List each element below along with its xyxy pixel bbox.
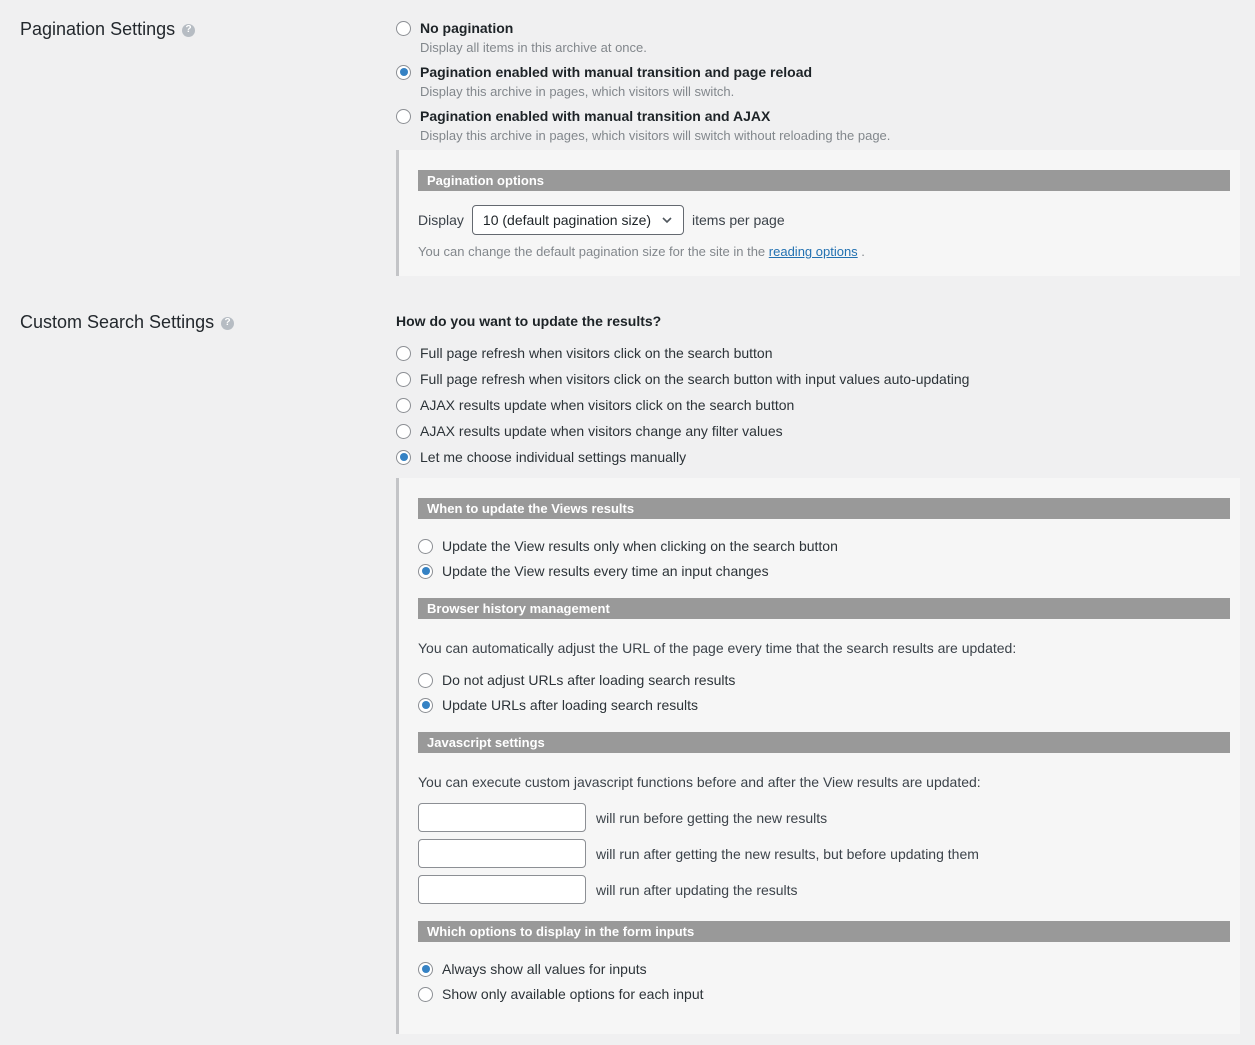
panel-header-when-to-update: When to update the Views results bbox=[418, 498, 1230, 519]
pagination-option bbox=[396, 18, 1240, 56]
radio-option-no-pagination[interactable] bbox=[396, 18, 1240, 38]
help-icon[interactable]: ? bbox=[182, 24, 195, 37]
radio-button[interactable] bbox=[396, 398, 411, 413]
pagination-size-value: 10 (default pagination size) bbox=[482, 212, 652, 228]
js-input-row bbox=[418, 839, 1230, 868]
radio-label[interactable]: Let me choose individual settings manually bbox=[420, 449, 687, 465]
browser-history-intro: You can automatically adjust the URL of the page every time that the search results are updated: bbox=[418, 640, 1017, 656]
radio-option-show-available-only[interactable] bbox=[418, 984, 1230, 1004]
pagination-settings-label-column bbox=[0, 18, 396, 40]
radio-button[interactable] bbox=[418, 698, 433, 713]
radio-button[interactable] bbox=[396, 65, 411, 80]
pagination-help-text bbox=[418, 244, 1230, 259]
radio-button[interactable] bbox=[396, 372, 411, 387]
form-input-display-options bbox=[418, 959, 1230, 1004]
update-results-question: How do you want to update the results? bbox=[396, 313, 662, 329]
help-text-after: . bbox=[857, 244, 865, 259]
radio-button[interactable] bbox=[418, 564, 433, 579]
js-input-row bbox=[418, 875, 1230, 904]
radio-option-manual-ajax[interactable] bbox=[396, 106, 1240, 126]
js-after-results-input[interactable] bbox=[418, 839, 586, 868]
pagination-settings-section bbox=[0, 0, 1255, 276]
radio-label[interactable]: Do not adjust URLs after loading search results bbox=[442, 672, 736, 688]
radio-option-update-urls[interactable] bbox=[418, 695, 1230, 715]
radio-label[interactable]: Update the View results only when clicking on the search button bbox=[442, 538, 838, 554]
radio-option-ajax-on-click[interactable] bbox=[396, 395, 1240, 415]
reading-options-link[interactable]: reading options bbox=[768, 244, 858, 259]
radio-button[interactable] bbox=[418, 673, 433, 688]
js-input-label: will run before getting the new results bbox=[596, 809, 828, 826]
custom-search-settings-title: Custom Search Settings bbox=[20, 312, 215, 332]
help-text-before: You can change the default pagination size for the site in the bbox=[418, 244, 769, 259]
js-input-label: will run after updating the results bbox=[596, 881, 798, 898]
radio-button[interactable] bbox=[418, 962, 433, 977]
js-after-update-input[interactable] bbox=[418, 875, 586, 904]
radio-option-manual-page-reload[interactable] bbox=[396, 62, 1240, 82]
radio-label[interactable]: Pagination enabled with manual transition and page reload bbox=[420, 64, 813, 80]
display-label: Display bbox=[418, 212, 464, 228]
radio-description: Display this archive in pages, which visitors will switch without reloading the page. bbox=[420, 128, 891, 143]
browser-history-options bbox=[418, 670, 1230, 715]
radio-option-no-url-adjust[interactable] bbox=[418, 670, 1230, 690]
js-before-results-input[interactable] bbox=[418, 803, 586, 832]
panel-header-browser-history: Browser history management bbox=[418, 598, 1230, 619]
js-input-label: will run after getting the new results, but before updating them bbox=[596, 845, 979, 862]
radio-option-full-refresh-auto-update[interactable] bbox=[396, 369, 1240, 389]
radio-button[interactable] bbox=[418, 539, 433, 554]
when-to-update-options bbox=[418, 536, 1230, 581]
radio-label[interactable]: Update the View results every time an input changes bbox=[442, 563, 769, 579]
radio-button[interactable] bbox=[418, 987, 433, 1002]
radio-option-update-on-search-click[interactable] bbox=[418, 536, 1230, 556]
radio-button[interactable] bbox=[396, 450, 411, 465]
radio-label[interactable]: Always show all values for inputs bbox=[442, 961, 647, 977]
pagination-settings-title: Pagination Settings bbox=[20, 19, 176, 39]
radio-description: Display this archive in pages, which visitors will switch. bbox=[420, 84, 735, 99]
panel-header-pagination-options: Pagination options bbox=[418, 170, 1230, 191]
radio-button[interactable] bbox=[396, 109, 411, 124]
radio-option-full-refresh[interactable] bbox=[396, 343, 1240, 363]
radio-label[interactable]: Pagination enabled with manual transition and AJAX bbox=[420, 108, 771, 124]
radio-label[interactable]: Full page refresh when visitors click on the search button bbox=[420, 345, 773, 361]
radio-label[interactable]: Show only available options for each input bbox=[442, 986, 704, 1002]
radio-option-ajax-on-change[interactable] bbox=[396, 421, 1240, 441]
radio-option-manual-settings[interactable] bbox=[396, 447, 1240, 467]
radio-label[interactable]: AJAX results update when visitors change any filter values bbox=[420, 423, 783, 439]
update-results-radio-list bbox=[396, 343, 1240, 467]
pagination-option bbox=[396, 62, 1240, 100]
pagination-size-select[interactable] bbox=[472, 205, 684, 235]
radio-label[interactable]: Update URLs after loading search results bbox=[442, 697, 699, 713]
pagination-options-panel bbox=[396, 150, 1240, 276]
radio-label[interactable]: AJAX results update when visitors click on the search button bbox=[420, 397, 795, 413]
radio-label[interactable]: Full page refresh when visitors click on the search button with input values auto-updating bbox=[420, 371, 970, 387]
radio-description: Display all items in this archive at once. bbox=[420, 40, 647, 55]
pagination-settings-content bbox=[396, 18, 1240, 276]
panel-header-javascript-settings: Javascript settings bbox=[418, 732, 1230, 753]
manual-settings-panel bbox=[396, 478, 1240, 1034]
items-per-page-row bbox=[418, 205, 1230, 235]
chevron-down-icon bbox=[661, 214, 673, 226]
custom-search-settings-section bbox=[0, 311, 1255, 1034]
javascript-function-inputs bbox=[418, 803, 1230, 904]
panel-header-form-input-options: Which options to display in the form inputs bbox=[418, 921, 1230, 942]
radio-option-update-on-input-change[interactable] bbox=[418, 561, 1230, 581]
items-per-page-label: items per page bbox=[692, 212, 785, 228]
radio-option-always-show-all[interactable] bbox=[418, 959, 1230, 979]
js-input-row bbox=[418, 803, 1230, 832]
help-icon[interactable]: ? bbox=[221, 317, 234, 330]
custom-search-settings-label-column bbox=[0, 311, 396, 333]
radio-button[interactable] bbox=[396, 21, 411, 36]
radio-label[interactable]: No pagination bbox=[420, 20, 514, 36]
pagination-option bbox=[396, 106, 1240, 144]
javascript-settings-intro: You can execute custom javascript functions before and after the View results are updated: bbox=[418, 774, 981, 790]
radio-button[interactable] bbox=[396, 424, 411, 439]
radio-button[interactable] bbox=[396, 346, 411, 361]
custom-search-settings-content bbox=[396, 311, 1240, 1034]
